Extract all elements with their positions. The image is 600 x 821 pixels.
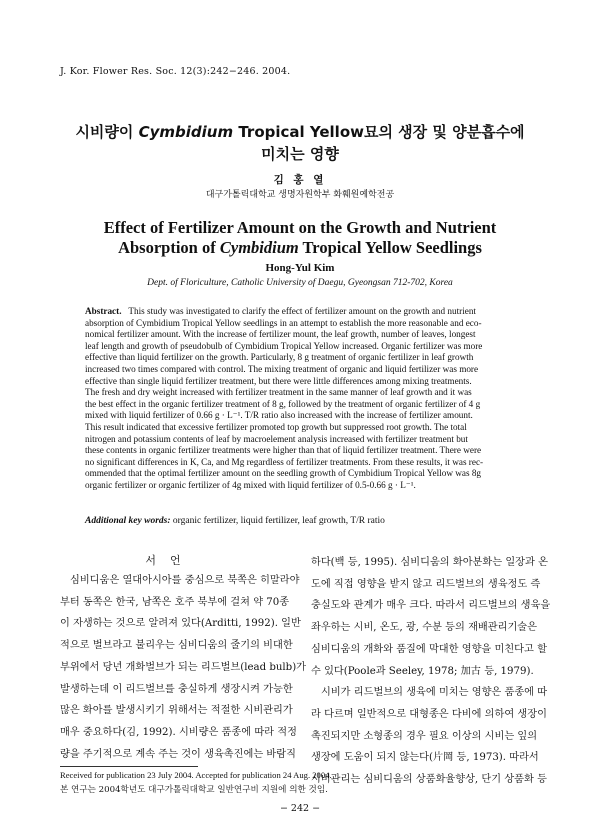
english-title-line-1: Effect of Fertilizer Amount on the Growth and Nutrient <box>103 218 497 237</box>
body-line: 시비가 리드벌브의 생육에 미치는 영향은 품종에 따 <box>321 687 548 699</box>
body-line: 발생하는데 이 리드벌브를 충실하게 생장시켜 가능한 <box>60 683 293 695</box>
english-title-genus: Cymbidium <box>219 238 299 257</box>
english-affiliation: Dept. of Floriculture, Catholic University of Daegu, Gyeongsan 712-702, Korea <box>147 278 453 288</box>
body-line: 많은 화아를 발생시키기 위해서는 적절한 시비관리가 <box>60 705 293 717</box>
keywords <box>85 516 515 526</box>
footnote-funding: 본 연구는 2004학년도 대구가톨릭대학교 일반연구비 지원에 의한 것임. <box>60 785 328 795</box>
footnote-divider <box>60 766 198 767</box>
korean-title-suffix: Tropical Yellow묘의 생장 및 양분흡수에 <box>233 123 525 141</box>
section-heading: 서언 <box>145 554 195 567</box>
abstract-line: absorption of Cymbidium Tropical Yellow seedlings in an attempt to establish the more reasonable and eco- <box>85 317 482 328</box>
body-line: 촉진되지만 소형종의 경우 필요 이상의 시비는 잎의 <box>311 730 538 742</box>
abstract-line: This result indicated that excessive fertilizer promoted top growth but suppressed root growth. The total <box>85 421 467 432</box>
body-line: 심비디움은 열대아시아를 중심으로 북쪽은 히말라야 <box>70 575 300 586</box>
abstract-line: The fresh and dry weight increased with fertilizer treatment in the same manner of leaf growth and it was <box>85 387 472 398</box>
abstract-line: organic fertilizer or organic fertilizer of 4g mixed with liquid fertilizer of 0.5-0.66 g · L⁻¹. <box>85 479 416 490</box>
abstract-line: no significant differences in K, Ca, and Mg regardless of fertilizer treatments. From these results, it was rec- <box>85 456 484 467</box>
abstract-line: ommended that the optimal fertilizer amount on the seedling growth of Cymbidium Tropical Yellow was 8g <box>85 468 482 479</box>
abstract-line: leaf length and growth of pseudobulb of Cymbidium Tropical Yellow increased. Organic fertilizer was more <box>85 340 483 351</box>
abstract-line: mixed with liquid fertilizer of 0.66 g · L⁻¹. T/R ratio also increased with the increase of fertilizer amount. <box>85 410 473 421</box>
abstract-line: effective than single liquid fertilizer treatment, but there were little differences among mixing treatments. <box>85 375 472 386</box>
body-line: 이 자생하는 것으로 알려져 있다(Arditti, 1992). 일반 <box>60 618 301 630</box>
abstract-line <box>85 306 515 318</box>
english-author: Hong-Yul Kim <box>265 262 335 274</box>
body-line: 하다(백 등, 1995). 심비디움의 화아분화는 일장과 온 <box>311 557 548 568</box>
right-column <box>311 552 551 791</box>
body-line: 심비디움의 개화와 품질에 막대한 영향을 미친다고 할 <box>311 643 547 655</box>
english-title-suffix: Tropical Yellow Seedlings <box>298 238 482 257</box>
body-line: 적으로 벌브라고 불리우는 심비디움의 줄기의 비대한 <box>60 640 293 652</box>
english-title-line-2 <box>0 238 600 258</box>
body-line: 량을 주기적으로 계속 주는 것이 생육촉진에는 바람직 <box>60 748 296 760</box>
abstract-line: the best effect in the organic fertilizer treatment of 8 g, followed by the treatment of organic fertilizer of 4 g <box>85 398 481 409</box>
body-line: 생장에 도움이 되지 않는다(片岡 등, 1973). 따라서 <box>311 752 539 764</box>
body-line: 라 다르며 일반적으로 대형종은 다비에 의하여 생장이 <box>311 708 547 720</box>
abstract-label: Abstract. <box>85 306 122 316</box>
korean-title-genus: Cymbidium <box>138 123 234 141</box>
korean-author: 김 홍 열 <box>273 174 327 186</box>
keywords-text: organic fertilizer, liquid fertilizer, leaf growth, T/R ratio <box>170 516 385 526</box>
body-line: 매우 중요하다(김, 1992). 시비량은 품종에 따라 적정 <box>60 726 297 738</box>
abstract-line: nitrogen and potassium contents of leaf by macroelement analysis increased with fertilizer treatment but <box>85 433 468 444</box>
page-number: − 242 − <box>279 803 321 814</box>
abstract-line: these contents in organic fertilizer treatments were higher than that of liquid fertilizer treatment. There were <box>85 445 482 456</box>
abstract <box>85 306 515 492</box>
korean-title-line-2: 미치는 영향 <box>261 145 339 163</box>
left-column <box>60 570 307 765</box>
body-line: 부위에서 당년 개화벌브가 되는 리드벌브(lead bulb)가 <box>60 661 307 673</box>
body-line: 좌우하는 시비, 온도, 광, 수분 등의 재배관리기술은 <box>311 622 537 634</box>
journal-citation: J. Kor. Flower Res. Soc. 12(3):242−246. 2004. <box>60 66 291 77</box>
footnote-received: Received for publication 23 July 2004. Accepted for publication 24 Aug. 2004. <box>60 770 332 780</box>
abstract-line: effective than liquid fertilizer on the growth. Particularly, 8 g treatment of organic fertilizer in leaf growth <box>85 352 474 363</box>
keywords-label: Additional key words: <box>85 516 171 526</box>
korean-title-prefix: 시비량이 <box>75 123 139 141</box>
abstract-line: increased two times compared with control. The mixing treatment of organic and liquid fertilizer was more <box>85 363 479 374</box>
body-line: 수 있다(Poole과 Seeley, 1978; 加古 등, 1979). <box>311 665 534 677</box>
korean-title-line-1 <box>0 121 600 142</box>
body-line: 충실도와 관계가 매우 크다. 따라서 리드벌브의 생육을 <box>311 600 551 612</box>
abstract-text: This study was investigated to clarify the effect of fertilizer amount on the growth and nutrient <box>128 306 476 316</box>
body-line: 부터 동쪽은 한국, 남쪽은 호주 북부에 걸쳐 약 70종 <box>60 596 290 608</box>
abstract-line: nomical fertilizer amount. With the increase of fertilizer mount, the leaf growth, number of leaves, longest <box>85 329 476 340</box>
korean-affiliation: 대구가톨릭대학교 생명자원학부 화훼원예학전공 <box>205 190 395 200</box>
english-title-prefix: Absorption of <box>118 238 220 257</box>
body-line: 시비관리는 심비디움의 상품화율향상, 단기 상품화 등 <box>311 774 547 786</box>
body-line: 도에 직접 영향을 받지 않고 리드벌브의 생육정도 즉 <box>311 578 541 590</box>
